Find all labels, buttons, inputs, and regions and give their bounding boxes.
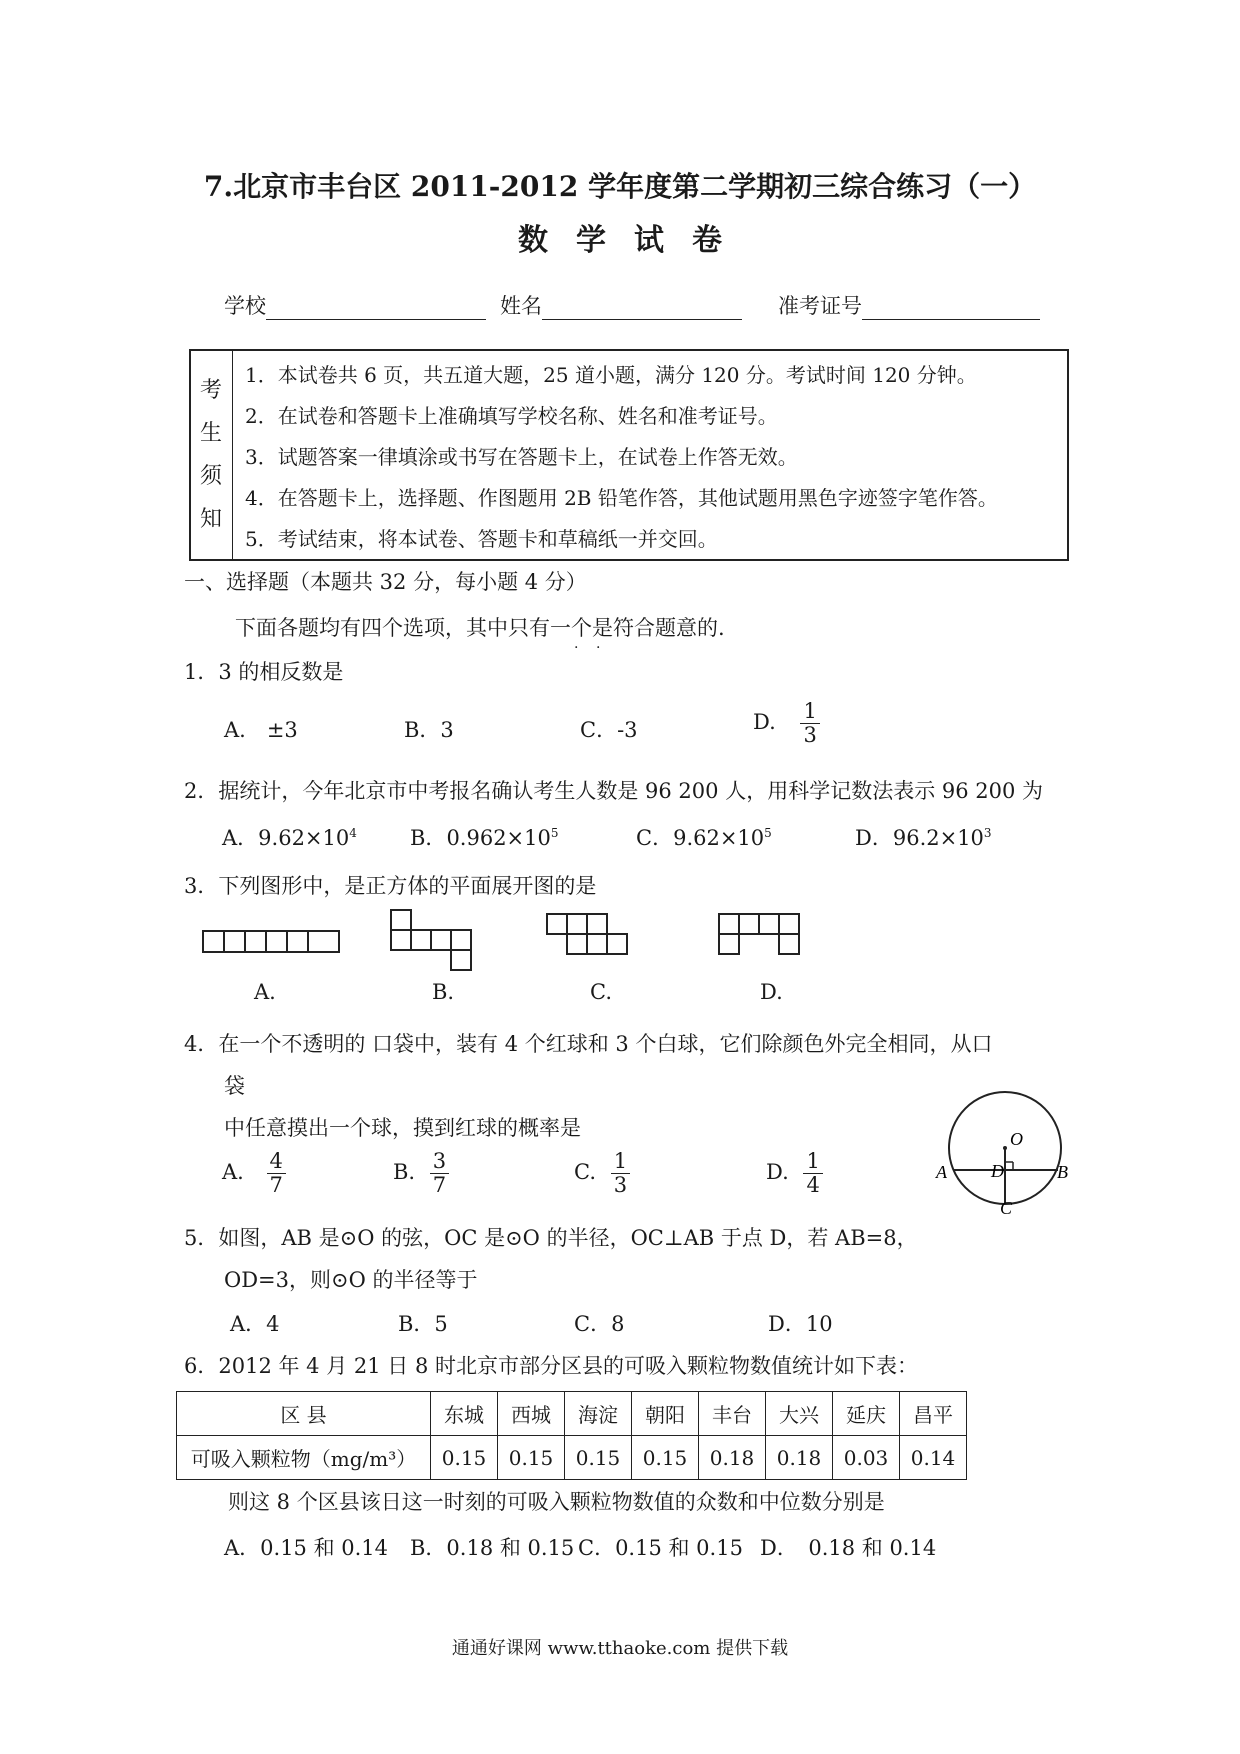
label-c: C — [1000, 1198, 1013, 1215]
table-cell-value: 0.18 — [766, 1436, 833, 1480]
particulate-table — [176, 1391, 967, 1480]
table-cell-value: 0.18 — [699, 1436, 766, 1480]
q2-option-a — [222, 822, 357, 852]
table-cell-district: 朝阳 — [632, 1392, 699, 1436]
q5-stem-1: 5．如图，AB 是⊙O 的弦，OC 是⊙O 的半径，OC⊥AB 于点 D，若 AB=8， — [184, 1226, 918, 1250]
school-blank — [266, 293, 486, 320]
q3-label-a: A. — [254, 980, 276, 1004]
table-cell-value: 0.15 — [632, 1436, 699, 1480]
q1-d-label: D. — [753, 710, 776, 735]
fraction-denominator: 3 — [803, 723, 817, 748]
notice-side-char: 须 — [199, 464, 222, 489]
table-row-label: 可吸入颗粒物（mg/m³） — [177, 1436, 431, 1480]
q4-b-fraction — [430, 1150, 449, 1197]
q5-stem-2: OD=3，则⊙O 的半径等于 — [224, 1268, 478, 1292]
table-cell-district: 东城 — [431, 1392, 498, 1436]
notice-line: 1．本试卷共 6 页，共五道大题，25 道小题，满分 120 分。考试时间 120 分钟。 — [245, 363, 977, 387]
q6-stem: 6．2012 年 4 月 21 日 8 时北京市部分区县的可吸入颗粒物数值统计如下表： — [184, 1354, 918, 1378]
notice-line: 3．试题答案一律填涂或书写在答题卡上，在试卷上作答无效。 — [245, 445, 798, 469]
exam-id-label: 准考证号 — [778, 294, 862, 318]
section-heading: 一、选择题（本题共 32 分，每小题 4 分） — [184, 570, 587, 594]
exam-id-field — [778, 290, 1040, 320]
q2-d-label: D． — [855, 826, 893, 850]
q4-c-fraction — [611, 1150, 630, 1197]
table-cell-district: 丰台 — [699, 1392, 766, 1436]
fraction-numerator: 1 — [803, 1150, 822, 1174]
q2-c-value: 9.62×10 — [673, 826, 765, 850]
table-cell-value: 0.15 — [565, 1436, 632, 1480]
q1-option-d — [753, 700, 820, 747]
q2-a-value: 9.62×10 — [258, 826, 350, 850]
q4-option-a — [222, 1150, 286, 1197]
q3-stem: 3．下列图形中，是正方体的平面展开图的是 — [184, 874, 597, 898]
table-cell-value: 0.14 — [900, 1436, 967, 1480]
q6-option-d: D． 0.18 和 0.14 — [760, 1536, 937, 1560]
q1-d-fraction — [800, 700, 819, 747]
table-cell-value: 0.03 — [833, 1436, 900, 1480]
name-label: 姓名 — [500, 294, 542, 318]
label-d: D — [991, 1161, 1004, 1181]
q4-stem-3: 中任意摸出一个球，摸到红球的概率是 — [224, 1116, 581, 1140]
q2-stem: 2．据统计，今年北京市中考报名确认考生人数是 96 200 人，用科学记数法表示 96 200 为 — [184, 779, 1044, 803]
q4-d-fraction — [803, 1150, 822, 1197]
q4-b-label: B. — [393, 1160, 416, 1185]
name-field — [500, 290, 742, 320]
fraction-numerator: 3 — [430, 1150, 449, 1174]
table-cell-district: 大兴 — [766, 1392, 833, 1436]
notice-side-char: 考 — [199, 378, 222, 403]
q1-option-a: A. ±3 — [224, 718, 298, 742]
q2-a-exponent: 4 — [349, 826, 357, 840]
q5-option-a: A．4 — [230, 1312, 280, 1336]
table-row — [177, 1392, 967, 1436]
label-o: O — [1010, 1129, 1023, 1149]
table-cell-value: 0.15 — [498, 1436, 565, 1480]
q4-option-c — [574, 1150, 630, 1197]
section-instruction: 下面各题均有四个选项，其中只有一个是符合题意的. — [235, 616, 725, 640]
circle-chord-figure — [930, 1085, 1070, 1215]
q6-question: 则这 8 个区县该日这一时刻的可吸入颗粒物数值的众数和中位数分别是 — [228, 1490, 885, 1514]
q6-option-b: B．0.18 和 0.15 — [410, 1536, 575, 1560]
q6-option-c: C．0.15 和 0.15 — [578, 1536, 743, 1560]
fraction-denominator: 3 — [613, 1173, 628, 1198]
q2-d-exponent: 3 — [983, 826, 992, 840]
q4-option-b — [393, 1150, 449, 1197]
notice-line: 4．在答题卡上，选择题、作图题用 2B 铅笔作答，其他试题用黑色字迹签字笔作答。 — [245, 486, 998, 510]
q2-b-exponent: 5 — [550, 826, 559, 840]
fraction-numerator: 4 — [267, 1150, 286, 1174]
q4-d-label: D. — [766, 1160, 789, 1185]
notice-box — [189, 349, 1069, 561]
footer-credit: 通通好课网 www.tthaoke.com 提供下载 — [451, 1638, 789, 1659]
table-cell-district: 延庆 — [833, 1392, 900, 1436]
table-header-label: 区 县 — [177, 1392, 431, 1436]
q4-stem-1: 4．在一个不透明的 口袋中，装有 4 个红球和 3 个白球，它们除颜色外完全相同，从口 — [184, 1032, 993, 1056]
q2-c-label: C． — [636, 826, 674, 850]
q2-b-label: B． — [410, 826, 447, 850]
q2-option-d — [855, 822, 992, 852]
q5-option-c: C．8 — [574, 1312, 625, 1336]
exam-title: 7.北京市丰台区 2011-2012 学年度第二学期初三综合练习（一） — [203, 170, 1037, 203]
school-field — [224, 290, 486, 320]
q2-a-label: A． — [222, 826, 259, 850]
q4-stem-2: 袋 — [224, 1074, 245, 1098]
q3-label-c: C. — [590, 980, 612, 1004]
q6-option-a: A．0.15 和 0.14 — [224, 1536, 389, 1560]
q1-stem: 1．3 的相反数是 — [184, 660, 344, 684]
q4-c-label: C. — [574, 1160, 596, 1185]
q4-a-label: A. — [222, 1160, 244, 1185]
q2-b-value: 0.962×10 — [446, 826, 551, 850]
exam-id-blank — [862, 293, 1040, 320]
q4-option-d — [766, 1150, 823, 1197]
label-a: A — [936, 1162, 947, 1182]
table-cell-district: 海淀 — [565, 1392, 632, 1436]
name-blank — [542, 293, 742, 320]
q1-option-c: C．-3 — [580, 718, 638, 742]
fraction-denominator: 7 — [432, 1173, 447, 1198]
q2-d-value: 96.2×10 — [892, 826, 984, 850]
emphasis-dot: . — [596, 636, 601, 652]
q4-a-fraction — [267, 1150, 286, 1197]
table-cell-district: 昌平 — [900, 1392, 967, 1436]
table-cell-value: 0.15 — [431, 1436, 498, 1480]
fraction-numerator: 1 — [800, 700, 819, 724]
label-b: B — [1057, 1162, 1068, 1182]
q3-label-b: B. — [432, 980, 455, 1004]
table-cell-district: 西城 — [498, 1392, 565, 1436]
emphasis-dot: . — [574, 636, 579, 652]
table-row — [177, 1436, 967, 1480]
q2-c-exponent: 5 — [764, 826, 772, 840]
school-label: 学校 — [224, 294, 266, 318]
q3-label-d: D. — [760, 980, 783, 1004]
q2-option-c — [636, 822, 772, 852]
exam-subtitle: 数学试卷 — [518, 223, 750, 258]
q1-option-b: B．3 — [404, 718, 454, 742]
fraction-denominator: 4 — [806, 1173, 820, 1198]
fraction-numerator: 1 — [611, 1150, 630, 1174]
q2-option-b — [410, 822, 559, 852]
notice-side-label — [191, 351, 233, 559]
notice-line: 2．在试卷和答题卡上准确填写学校名称、姓名和准考证号。 — [245, 404, 778, 428]
notice-side-char: 知 — [199, 507, 222, 532]
notice-side-char: 生 — [199, 421, 222, 446]
notice-line: 5．考试结束，将本试卷、答题卡和草稿纸一并交回。 — [245, 527, 718, 551]
q5-option-d: D．10 — [768, 1312, 833, 1336]
q5-option-b: B．5 — [398, 1312, 448, 1336]
fraction-denominator: 7 — [269, 1173, 283, 1198]
